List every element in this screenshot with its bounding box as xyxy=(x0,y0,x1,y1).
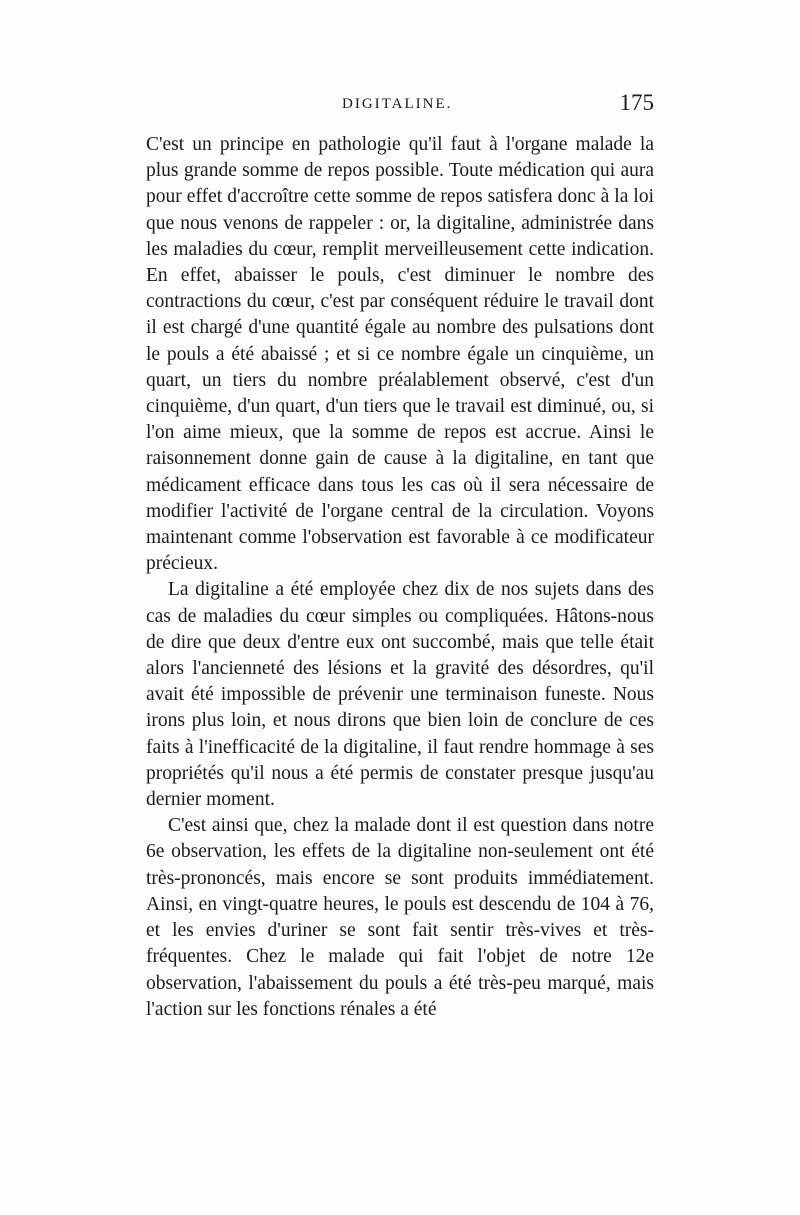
running-head: DIGITALINE. xyxy=(342,96,453,112)
paragraph-3: C'est ainsi que, chez la malade dont il est question dans notre 6e observation, les effets de la digitaline non-seulement ont été très-prononcés, mais encore se sont produits immédiatement. Ainsi, en vingt-quatre heures, le pouls est descendu de 104 à 76, et les envies d'uriner se sont fait sentir très-vives et très-fréquentes. Chez le malade qui fait l'objet de notre 12e observation, l'abaissement du pouls a été très-peu marqué, mais l'action sur les fonctions rénales a été xyxy=(146,815,654,1020)
page-number: 175 xyxy=(619,90,654,115)
paragraph-1: C'est un principe en pathologie qu'il faut à l'organe malade la plus grande somme de repos possible. Toute médication qui aura pour effet d'accroître cette somme de repos satisfera donc à la loi que nous venons de rappeler : or, la digitaline, administrée dans les maladies du cœur, remplit merveilleusement cette indication. En effet, abaisser le pouls, c'est diminuer le nombre des contractions du cœur, c'est par conséquent réduire le travail dont il est chargé d'une quantité égale au nombre des pulsations dont le pouls a été abaissé ; et si ce nombre égale un cinquième, un quart, un tiers du nombre préalablement observé, c'est d'un cinquième, d'un quart, d'un tiers que le travail est diminué, ou, si l'on aime mieux, que la somme de repos est accrue. Ainsi le raisonnement donne gain de cause à la digitaline, en tant que médicament efficace dans tous les cas où il sera nécessaire de modifier l'activité de l'organe central de la circulation. Voyons maintenant comme l'observation est favorable à ce modificateur précieux. xyxy=(146,134,654,575)
paragraph-2: La digitaline a été employée chez dix de nos sujets dans des cas de maladies du cœur simples ou compliquées. Hâtons-nous de dire que deux d'entre eux ont succombé, mais que telle était alors l'ancienneté des lésions et la gravité des désordres, qu'il avait été impossible de prévenir une terminaison funeste. Nous irons plus loin, et nous dirons que bien loin de conclure de ces faits à l'inefficacité de la digitaline, il faut rendre hommage à ses propriétés qu'il nous a été permis de constater presque jusqu'au dernier moment. xyxy=(146,579,654,811)
body-text xyxy=(146,132,654,1023)
page-header xyxy=(146,90,654,120)
